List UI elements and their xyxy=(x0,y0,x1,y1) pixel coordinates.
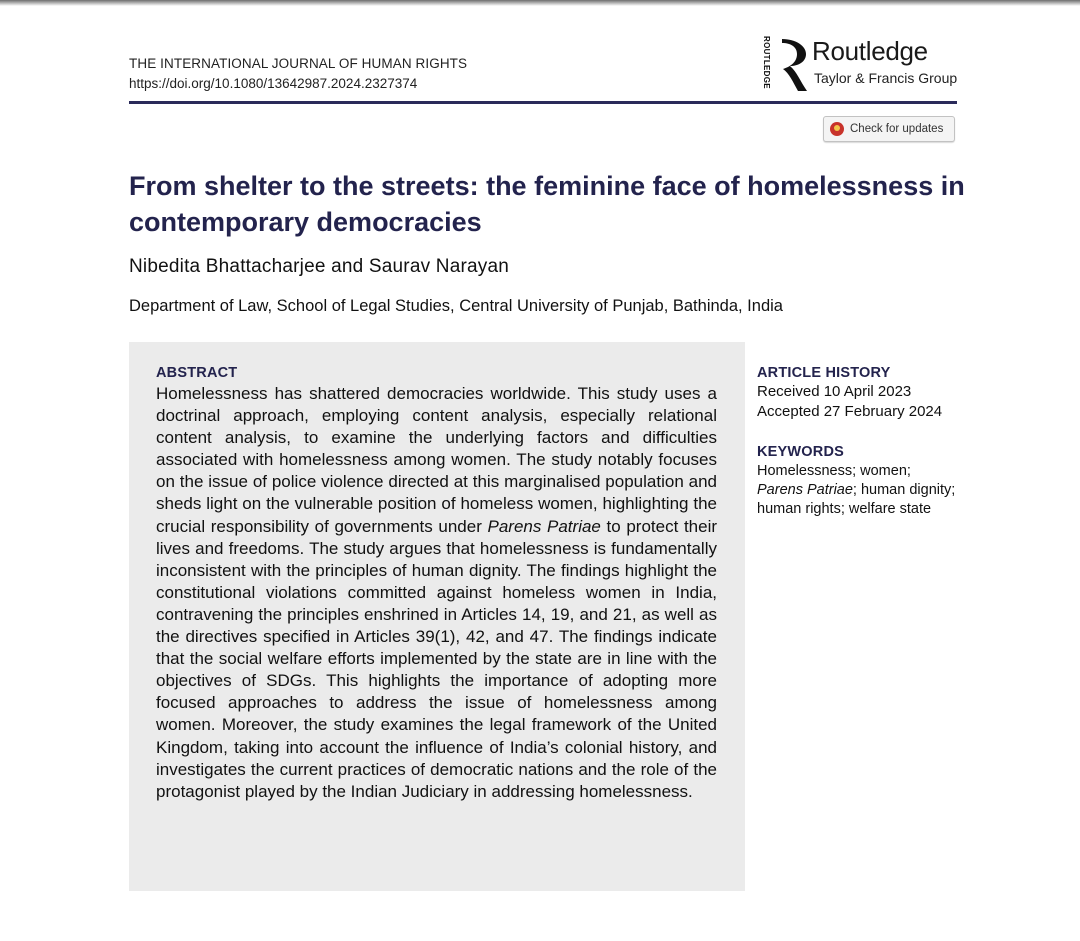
top-edge-shadow xyxy=(0,0,1080,6)
keywords-list xyxy=(757,462,957,519)
abstract-text-part2: to protect their lives and freedoms. The study argues that homelessness is fundamentally inconsistent with the principles of human dignity. The findings highlight the constitutional violations committed against homeless women in India, contravening the principles enshrined in Articles 14, 19, and 21, as well as the directives specified in Articles 39(1), 42, and 47. The findings indicate that the social welfare efforts implemented by the state are in line with the objectives of SDGs. This highlights the importance of adopting more focused approaches to address the issue of homelessness among women. Moreover, the study examines the legal framework of the United Kingdom, taking into account the influence of India’s colonial history, and investigates the current practices of democratic nations and the role of the protagonist played by the Indian Judiciary in addressing homelessness. xyxy=(156,516,718,801)
publisher-name: Routledge xyxy=(812,36,928,66)
received-date: Received 10 April 2023 xyxy=(757,383,912,400)
accepted-date: Accepted 27 February 2024 xyxy=(757,403,943,420)
journal-name: THE INTERNATIONAL JOURNAL OF HUMAN RIGHTS xyxy=(129,56,468,71)
routledge-r-icon xyxy=(776,37,810,93)
keywords-part1: Homelessness; women; xyxy=(757,463,911,479)
keywords-part2: ; human dignity; human rights; welfare state xyxy=(757,482,956,517)
header-divider xyxy=(129,101,957,104)
author-affiliation: Department of Law, School of Legal Studies, Central University of Punjab, Bathinda, India xyxy=(129,297,783,315)
article-history-heading: ARTICLE HISTORY xyxy=(757,365,891,381)
crossmark-icon xyxy=(830,122,844,136)
doi-link[interactable]: https://doi.org/10.1080/13642987.2024.2327374 xyxy=(129,76,418,91)
check-for-updates-label: Check for updates xyxy=(850,123,944,135)
abstract-text-part1: Homelessness has shattered democracies worldwide. This study uses a doctrinal approach, employing content analysis, especially relational content analysis, to examine the underlying factors and difficulties associated with homelessness among women. The study notably focuses on the issue of police violence directed at this marginalised population and sheds light on the vulnerable position of homeless women, highlighting the crucial responsibility of governments under xyxy=(156,384,717,536)
check-for-updates-button[interactable] xyxy=(823,116,955,142)
article-title: From shelter to the streets: the feminine face of homelessness in contemporary democracies xyxy=(129,171,965,237)
publisher-vertical-label: ROUTLEDGE xyxy=(762,36,771,89)
abstract-text xyxy=(156,383,717,803)
publisher-subtitle: Taylor & Francis Group xyxy=(814,70,958,86)
article-authors: Nibedita Bhattacharjee and Saurav Narayan xyxy=(129,256,509,277)
keywords-heading: KEYWORDS xyxy=(757,444,844,460)
abstract-text-italic: Parens Patriae xyxy=(487,516,601,536)
abstract-heading: ABSTRACT xyxy=(156,365,238,381)
keywords-italic: Parens Patriae xyxy=(757,482,853,498)
publisher-logo[interactable] xyxy=(762,36,962,94)
